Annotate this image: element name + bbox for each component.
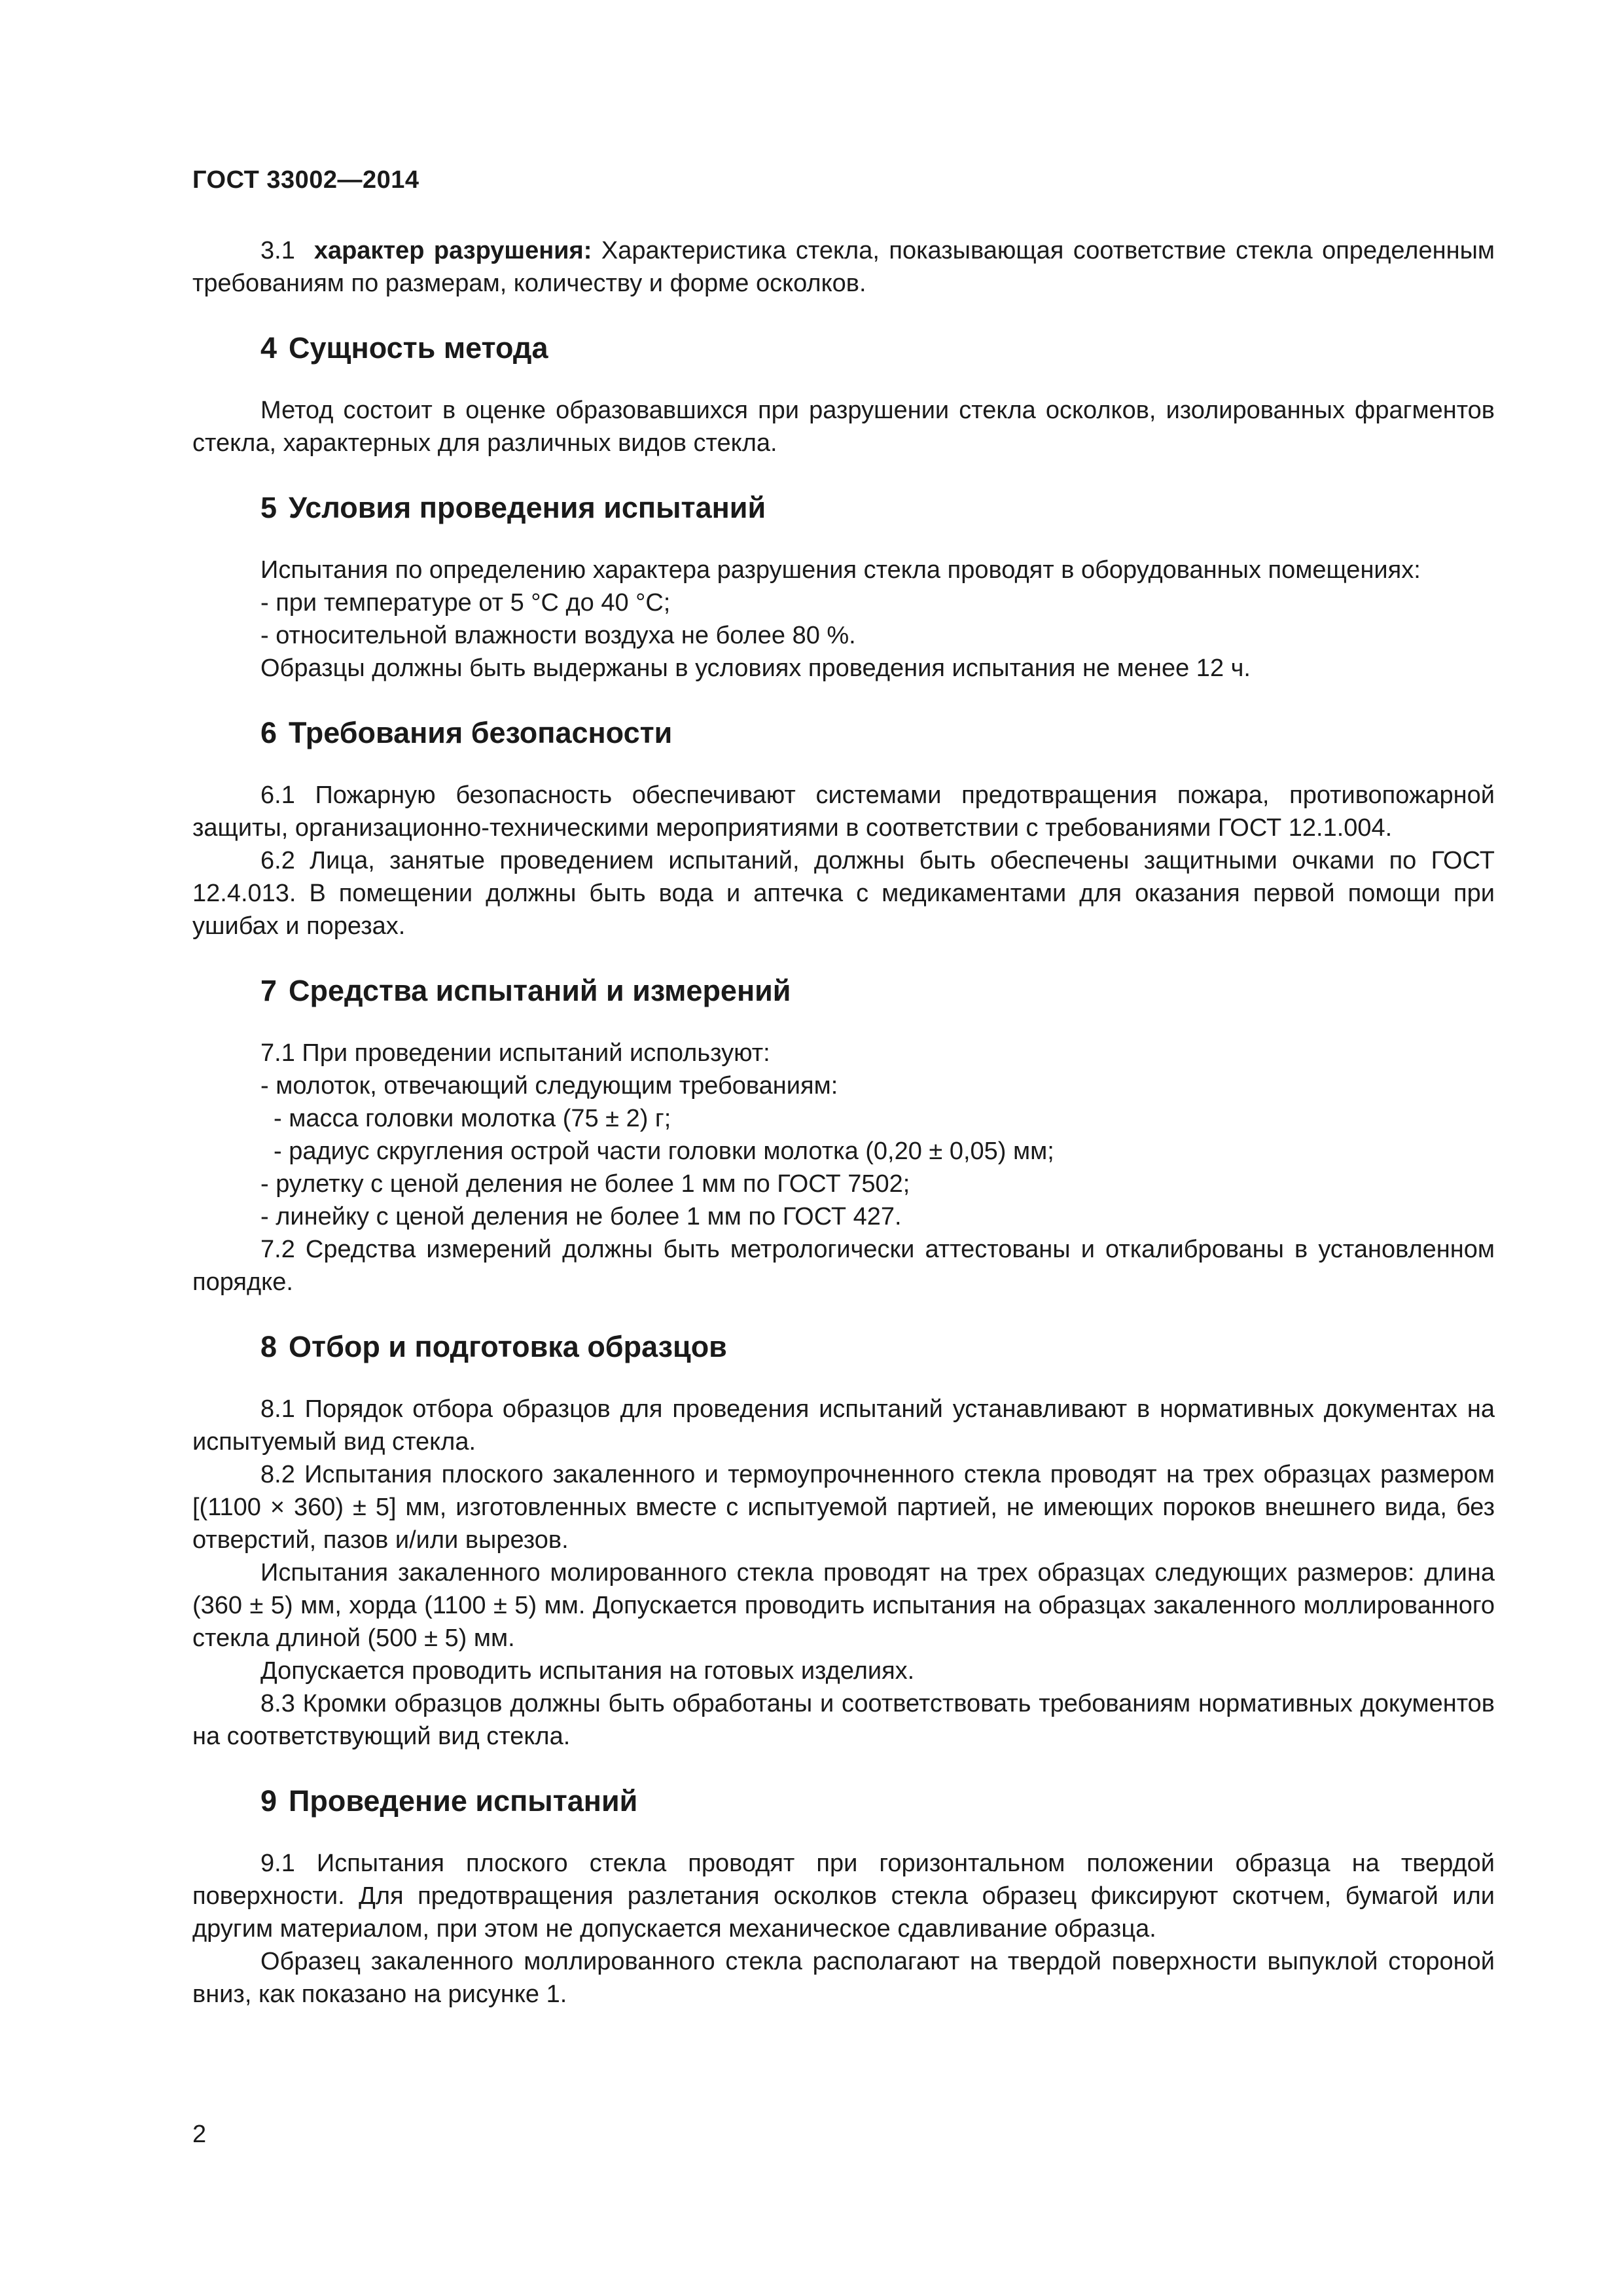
clause-7-2: 7.2 Средства измерений должны быть метрологически аттестованы и откалиброваны в установленном порядке. xyxy=(192,1236,1495,1296)
list-item: - относительной влажности воздуха не более 80 %. xyxy=(260,622,856,649)
page-number: 2 xyxy=(192,2121,207,2148)
document-designation: ГОСТ 33002—2014 xyxy=(192,166,419,194)
section-title: Условия проведения испытаний xyxy=(289,491,766,524)
clause-8-2: 8.2 Испытания плоского закаленного и термоупрочненного стекла проводят на трех образцах размером [(1100 × 360) ± 5] мм, изготовленных вместе с испытуемой партией, не имеющих пороков внешнего вида, без отверстий, пазов и/или вырезов. xyxy=(192,1461,1495,1554)
section-title: Требования безопасности xyxy=(289,716,673,749)
document-page xyxy=(192,164,1495,2011)
paragraph: Испытания закаленного молированного стекла проводят на трех образцах следующих размеров: длина (360 ± 5) мм, хорда (1100 ± 5) мм. Допускается проводить испытания на образцах закаленного моллированного стекла длиной (500 ± 5) мм. xyxy=(192,1559,1495,1652)
clause-9-1: 9.1 Испытания плоского стекла проводят при горизонтальном положении образца на твердой поверхности. Для предотвращения разлетания осколков стекла образец фиксируют скотчем, бумагой или другим материалом, при этом не допускается механическое сдавливание образца. xyxy=(192,1850,1495,1943)
clause-number: 3.1 xyxy=(260,237,295,264)
section-number: 8 xyxy=(260,1330,277,1363)
clause-3-1 xyxy=(192,234,1495,300)
paragraph: Испытания по определению характера разрушения стекла проводят в оборудованных помещениях: xyxy=(260,556,1421,584)
section-5-heading xyxy=(260,488,1495,528)
clause-6-2: 6.2 Лица, занятые проведением испытаний, должны быть обеспечены защитными очками по ГОСТ 12.4.013. В помещении должны быть вода и аптечка с медикаментами для оказания первой помощи при ушибах и порезах. xyxy=(192,847,1495,940)
section-7-heading xyxy=(260,971,1495,1011)
clause-8-3: 8.3 Кромки образцов должны быть обработаны и соответствовать требованиям нормативных документов на соответствующий вид стекла. xyxy=(192,1690,1495,1750)
term-definition: Характеристика стекла, показывающая соответствие стекла определенным требованиям по размерам, количеству и форме осколков. xyxy=(192,237,1495,297)
list-item: - при температуре от 5 °С до 40 °С; xyxy=(260,589,671,617)
paragraph: Метод состоит в оценке образовавшихся при разрушении стекла осколков, изолированных фрагментов стекла, характерных для различных видов стекла. xyxy=(192,397,1495,457)
section-number: 4 xyxy=(260,331,277,365)
section-number: 5 xyxy=(260,491,277,524)
list-item: - молоток, отвечающий следующим требованиям: xyxy=(260,1072,838,1100)
section-title: Проведение испытаний xyxy=(289,1784,638,1818)
list-subitem: - радиус скругления острой части головки молотка (0,20 ± 0,05) мм; xyxy=(274,1138,1054,1165)
clause-7-1: 7.1 При проведении испытаний используют: xyxy=(260,1039,770,1067)
paragraph: Допускается проводить испытания на готовых изделиях. xyxy=(260,1657,915,1685)
section-number: 9 xyxy=(260,1784,277,1818)
section-8-heading xyxy=(260,1327,1495,1367)
paragraph: Образец закаленного моллированного стекла располагают на твердой поверхности выпуклой стороной вниз, как показано на рисунке 1. xyxy=(192,1948,1495,2008)
list-subitem: - масса головки молотка (75 ± 2) г; xyxy=(274,1105,671,1132)
paragraph: Образцы должны быть выдержаны в условиях проведения испытания не менее 12 ч. xyxy=(260,655,1251,682)
list-item: - линейку с ценой деления не более 1 мм по ГОСТ 427. xyxy=(260,1203,902,1230)
clause-6-1: 6.1 Пожарную безопасность обеспечивают системами предотвращения пожара, противопожарной защиты, организационно-техническими мероприятиями в соответствии с требованиями ГОСТ 12.1.004. xyxy=(192,781,1495,842)
section-9-heading xyxy=(260,1782,1495,1821)
section-title: Средства испытаний и измерений xyxy=(289,974,791,1007)
section-6-heading xyxy=(260,713,1495,753)
section-number: 7 xyxy=(260,974,277,1007)
section-title: Отбор и подготовка образцов xyxy=(289,1330,727,1363)
clause-8-1: 8.1 Порядок отбора образцов для проведения испытаний устанавливают в нормативных документах на испытуемый вид стекла. xyxy=(192,1395,1495,1456)
list-item: - рулетку с ценой деления не более 1 мм по ГОСТ 7502; xyxy=(260,1170,910,1198)
section-number: 6 xyxy=(260,716,277,749)
term: характер разрушения: xyxy=(313,237,592,264)
section-title: Сущность метода xyxy=(289,331,548,365)
section-4-heading xyxy=(260,329,1495,368)
